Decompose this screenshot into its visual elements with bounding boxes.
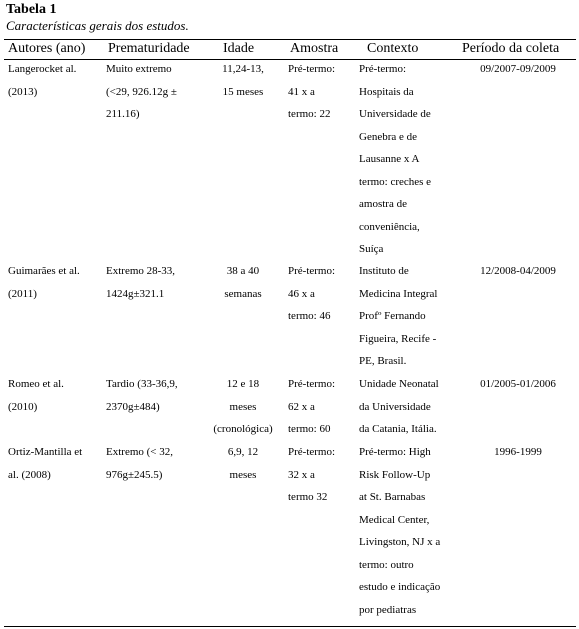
header-contexto: Contexto: [367, 41, 419, 56]
cell-amostra: Pré-termo: 46 x a termo: 46: [288, 265, 336, 322]
header-amostra: Amostra: [290, 41, 339, 56]
cell-periodo: 01/2005-01/2006: [480, 378, 556, 390]
cell-amostra: Pré-termo: 41 x a termo: 22: [288, 63, 336, 120]
cell-idade: 6,9, 12 meses: [227, 446, 259, 481]
cell-prematuridade: Extremo 28-33, 1424g±321.1: [106, 265, 176, 300]
cell-contexto: Instituto de Medicina Integral Profº Fernando Figueira, Recife - PE, Brasil.: [359, 265, 438, 367]
cell-prematuridade: Tardio (33-36,9, 2370g±484): [106, 378, 178, 413]
cell-idade: 12 e 18 meses (cronológica): [213, 378, 273, 435]
cell-idade: 11,24-13, 15 meses: [222, 63, 264, 98]
cell-autores: Romeo et al. (2010): [8, 378, 64, 413]
header-periodo: Período da coleta: [462, 41, 560, 56]
cell-contexto: Unidade Neonatal da Universidade da Catania, Itália.: [359, 378, 439, 435]
header-prematuridade: Prematuridade: [108, 41, 190, 56]
cell-contexto: Pré-termo: High Risk Follow-Up at St. Barnabas Medical Center, Livingston, NJ x a termo: outro estudo e indicação por pediatras: [359, 446, 441, 616]
cell-autores: Langerocket al. (2013): [8, 63, 77, 98]
cell-autores: Guimarães et al. (2011): [8, 265, 80, 300]
cell-autores: Ortiz-Mantilla et al. (2008): [8, 446, 83, 481]
cell-periodo: 1996-1999: [494, 446, 542, 458]
header-idade: Idade: [223, 41, 255, 56]
cell-amostra: Pré-termo: 32 x a termo 32: [288, 446, 336, 503]
cell-idade: 38 a 40 semanas: [224, 265, 262, 300]
table-title: Tabela 1: [6, 2, 57, 17]
cell-prematuridade: Extremo (< 32, 976g±245.5): [106, 446, 173, 481]
table-subtitle: Características gerais dos estudos.: [6, 18, 189, 33]
cell-prematuridade: Muito extremo (<29, 926.12g ± 211.16): [106, 63, 177, 120]
cell-amostra: Pré-termo: 62 x a termo: 60: [288, 378, 336, 435]
bottom-rule: [4, 626, 576, 627]
header-autores: Autores (ano): [8, 41, 86, 56]
cell-periodo: 12/2008-04/2009: [480, 265, 556, 277]
cell-periodo: 09/2007-09/2009: [480, 63, 556, 75]
cell-contexto: Pré-termo: Hospitais da Universidade de Genebra e de Lausanne x A termo: creches e amostra de conveniência, Suíça: [359, 63, 432, 255]
